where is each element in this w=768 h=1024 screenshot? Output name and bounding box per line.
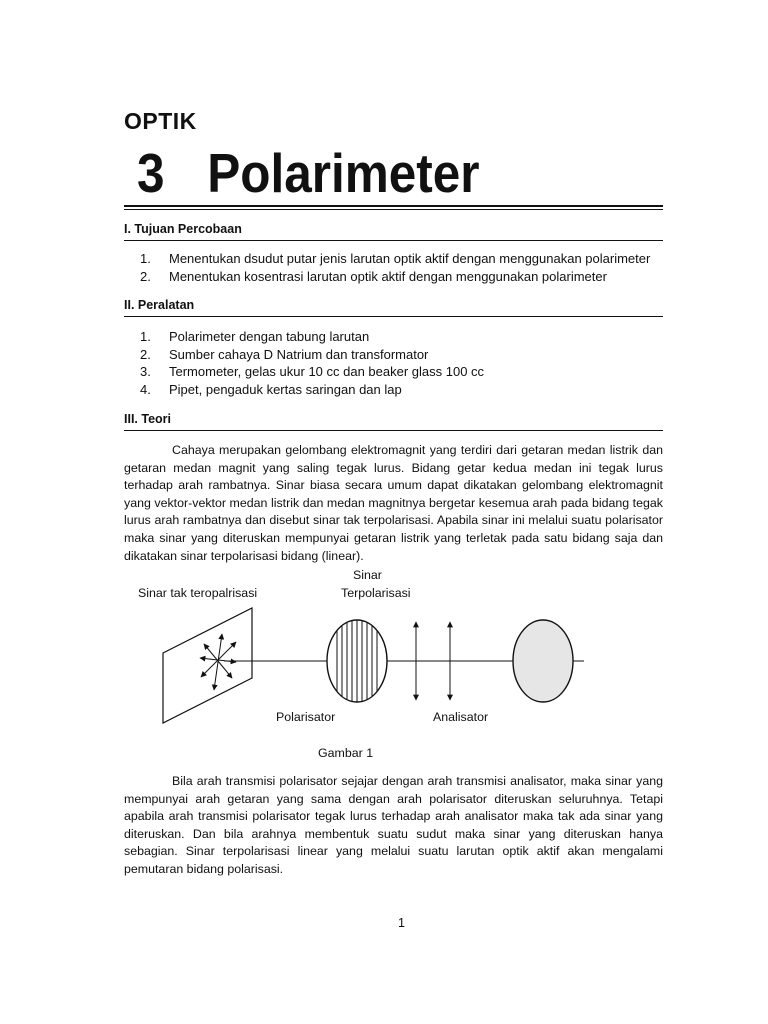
analyzer-disc [513,620,573,702]
list-item [140,268,650,286]
list-item [140,328,484,346]
page-number: 1 [398,916,405,930]
list-item-number: 3. [140,364,151,379]
section-heading-tujuan: I. Tujuan Percobaan [124,222,663,241]
chapter-kicker: OPTIK [124,108,197,134]
list-item-text: Termometer, gelas ukur 10 cc dan beaker glass 100 cc [169,364,485,379]
label-polarized-light-line2: Terpolarisasi [341,586,411,600]
teori-paragraph-2: Bila arah transmisi polarisator sejajar dengan arah transmisi analisator, maka sinar yang mempunyai arah getaran yang sama dengan arah polarisator diteruskan seluruhnya. Tetapi apabila arah transmisi polarisator tegak lurus terhadap arah analisator maka tak ada sinar yang diteruskan. Dan bila arahnya membentuk suatu sudut maka sinar yang diteruskan hanya sebagian. Sinar terpolarisasi linear yang melalui suatu larutan optik aktif akan mengalami pemutaran bidang polarisasi. [124,774,663,876]
list-item-text: Sumber cahaya D Natrium dan transformator [169,346,429,362]
figure-caption: Gambar 1 [318,746,374,760]
unpolarized-source-plane [163,608,252,723]
list-item-number: 1. [140,251,151,266]
section-heading-teori: III. Teori [124,412,663,431]
section-heading-peralatan: II. Peralatan [124,298,663,317]
peralatan-list [140,328,484,398]
label-polarized-light-line1: Sinar [353,568,382,582]
list-item-text: Menentukan kosentrasi larutan optik aktif dengan menggunakan polarimeter [169,268,607,284]
list-item-text: Pipet, pengaduk kertas saringan dan lap [169,381,402,397]
polarizer-disc [327,620,387,702]
polarization-diagram [124,604,604,744]
list-item [140,346,484,364]
chapter-title: Polarimeter [207,142,480,204]
list-item-number: 2. [140,268,151,284]
label-analyzer: Analisator [433,710,489,724]
label-unpolarized-light: Sinar tak teropalrisasi [138,586,258,600]
list-item [140,363,484,381]
list-item-text: Menentukan dsudut putar jenis larutan optik aktif dengan menggunakan polarimeter [169,251,651,266]
title-double-rule [124,205,663,210]
polarization-figure [124,566,604,766]
list-item-number: 2. [140,346,151,362]
list-item-number: 1. [140,329,151,344]
chapter-number: 3 [137,142,165,204]
list-item-text: Polarimeter dengan tabung larutan [169,329,370,344]
list-item [140,381,484,399]
list-item [140,250,650,268]
tujuan-list [140,250,650,285]
label-polarizer: Polarisator [276,710,336,724]
list-item-number: 4. [140,381,151,397]
teori-paragraph-1: Cahaya merupakan gelombang elektromagnit yang terdiri dari getaran medan listrik dan getaran medan magnit yang saling tegak lurus. Bidang getar kedua medan ini tegak lurus terhadap arah rambatnya. Sinar biasa secara umum dapat dikatakan gelombang elektromagnit yang vektor-vektor medan listrik dan medan magnitnya bergetar kesemua arah pada bidang tegak lurus arah rambatnya dan disebut sinar tak terpolarisasi. Apabila sinar ini melalui suatu polarisator maka sinar yang diteruskan mempunyai getaran listrik yang terletak pada satu bidang saja dan dikatakan sinar terpolarisasi bidang (linear). [124,443,663,563]
chapter-heading [137,140,480,206]
